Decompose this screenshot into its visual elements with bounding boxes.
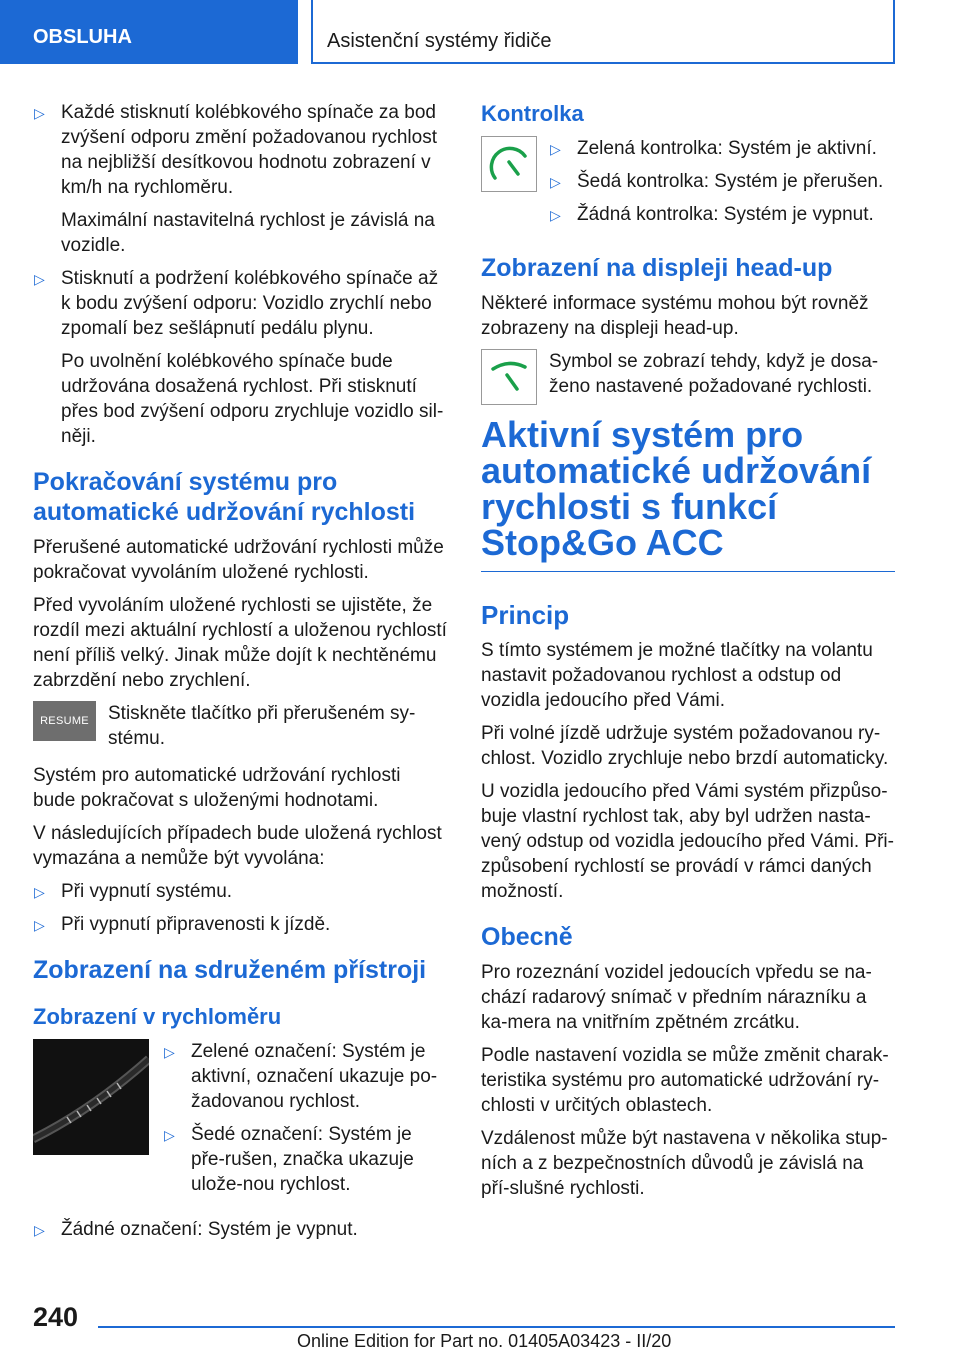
- heading-continue: Pokračování systému pro automatické udržování rychlosti: [33, 468, 416, 526]
- bullet-item: ▷ Šedá kontrolka: Systém je přerušen.: [549, 169, 895, 194]
- resume-row: [33, 701, 448, 751]
- headup-row: [481, 349, 895, 405]
- bullet-item: ▷ Žádné označení: Systém je vypnut.: [33, 1217, 448, 1242]
- paragraph: S tímto systémem je možné tlačítky na volantu nastavit požadovanou rychlost a odstup od vozidla jedoucího před Vámi.: [481, 640, 873, 711]
- page-number: 240: [33, 1302, 79, 1332]
- bullet-subtext: Po uvolnění kolébkového spínače bude udržována dosažená rychlost. Při stisknutí přes bod zvýšení odporu zrychluje vozidlo sil‐něji.: [61, 351, 444, 447]
- bullet-item: ▷ Šedé označení: Systém je pře‐rušen, značka ukazuje ulože‐nou rychlost.: [164, 1124, 414, 1195]
- bullet-item: ▷ Zelená kontrolka: Systém je aktivní.: [549, 136, 895, 161]
- heading-headup: Zobrazení na displeji head-up: [481, 254, 833, 282]
- left-column: [33, 100, 448, 1250]
- chapter-title: Asistenční systémy řidiče: [311, 0, 895, 64]
- triangle-bullet-icon: ▷: [550, 207, 561, 223]
- resume-button-icon: RESUME: [33, 701, 96, 741]
- heading-display: Zobrazení na sdruženém přístroji: [33, 956, 427, 984]
- heading-kontrolka: Kontrolka: [481, 101, 584, 126]
- indicator-row: [481, 136, 895, 235]
- right-column: [481, 100, 895, 1209]
- headup-speed-icon: [481, 349, 537, 405]
- bullet-subtext: Maximální nastavitelná rychlost je závislá na vozidle.: [61, 210, 435, 256]
- paragraph: Při volné jízdě udržuje systém požadovanou ry‐chlost. Vozidlo zrychluje nebo brzdí automaticky.: [481, 723, 889, 769]
- paragraph: Některé informace systému mohou být rovněž zobrazeny na displeji head-up.: [481, 293, 869, 339]
- triangle-bullet-icon: ▷: [34, 271, 45, 287]
- paragraph: U vozidla jedoucího před Vámi systém přizpůso‐buje vlastní rychlost tak, aby byl udržen nasta‐vený odstup od vozidla jedoucího před Vámi. Při‐způsobení rychlostí se provádí v rámci daných možností.: [481, 781, 894, 902]
- heading-speedo: Zobrazení v rychloměru: [33, 1004, 282, 1029]
- triangle-bullet-icon: ▷: [164, 1044, 175, 1060]
- triangle-bullet-icon: ▷: [34, 917, 45, 933]
- heading-acc: Aktivní systém pro automatické udržování rychlosti s funkcí Stop&Go ACC: [481, 417, 895, 572]
- triangle-bullet-icon: ▷: [34, 105, 45, 121]
- paragraph: Pro rozeznání vozidel jedoucích vpředu se na‐chází radarový snímač v předním nárazníku a ka‐mera na vnitřním zpětném zrcátku.: [481, 962, 872, 1033]
- speedometer-image: [33, 1039, 149, 1155]
- bullet-item: ▷ Zelené označení: Systém je aktivní, označení ukazuje po‐žadovanou rychlost.: [164, 1041, 438, 1112]
- headup-text: Symbol se zobrazí tehdy, když je dosa‐ženo nastavené požadované rychlosti.: [549, 351, 879, 397]
- triangle-bullet-icon: ▷: [550, 141, 561, 157]
- speedo-bullets: [163, 1039, 448, 1205]
- bullet-item: ▷ Žádná kontrolka: Systém je vypnut.: [549, 202, 895, 227]
- footer-edition: Online Edition for Part no. 01405A03423 - II/20: [297, 1331, 672, 1351]
- paragraph: Podle nastavení vozidla se může změnit charak‐teristika systému pro automatické udržování ry‐chlosti v určitých oblastech.: [481, 1045, 889, 1116]
- bullet-item: ▷ Při vypnutí připravenosti k jízdě.: [33, 912, 448, 937]
- paragraph: Systém pro automatické udržování rychlosti bude pokračovat s uloženými hodnotami.: [33, 765, 401, 811]
- triangle-bullet-icon: ▷: [34, 884, 45, 900]
- footer-divider: [98, 1326, 895, 1328]
- indicator-bullets: [549, 136, 895, 235]
- triangle-bullet-icon: ▷: [164, 1127, 175, 1143]
- paragraph: V následujících případech bude uložená rychlost vymazána a nemůže být vyvolána:: [33, 823, 442, 869]
- speedo-row: [33, 1039, 448, 1205]
- heading-princip: Princip: [481, 600, 570, 630]
- paragraph: Přerušené automatické udržování rychlosti může pokračovat vyvoláním uložené rychlosti.: [33, 537, 444, 583]
- paragraph: Před vyvoláním uložené rychlosti se ujistěte, že rozdíl mezi aktuální rychlostí a uloženou rychlostí není příliš velký. Jinak může dojít k nechtěnému zabrzdění nebo zrychlení.: [33, 595, 447, 691]
- section-tab: OBSLUHA: [0, 0, 298, 64]
- bullet-item: ▷ Každé stisknutí kolébkového spínače za bod zvýšení odporu změní požadovanou rychlost na nejbližší desítkovou hodnotu zobrazení v km/h na rychloměru.: [34, 102, 437, 198]
- bullet-item: ▷ Stisknutí a podržení kolébkového spínače až k bodu zvýšení odporu: Vozidlo zrychlí nebo zpomalí bez sešlápnutí pedálu plynu.: [34, 268, 439, 339]
- triangle-bullet-icon: ▷: [550, 174, 561, 190]
- speed-indicator-icon: [481, 136, 537, 192]
- paragraph: Vzdálenost může být nastavena v několika stup‐ních a z bezpečnostních důvodů je závislá na pří‐slušné rychlosti.: [481, 1128, 888, 1199]
- resume-text: Stiskněte tlačítko při přerušeném sy‐stému.: [108, 703, 416, 749]
- bullet-item: ▷ Při vypnutí systému.: [33, 879, 448, 904]
- triangle-bullet-icon: ▷: [34, 1222, 45, 1238]
- heading-obecne: Obecně: [481, 923, 573, 951]
